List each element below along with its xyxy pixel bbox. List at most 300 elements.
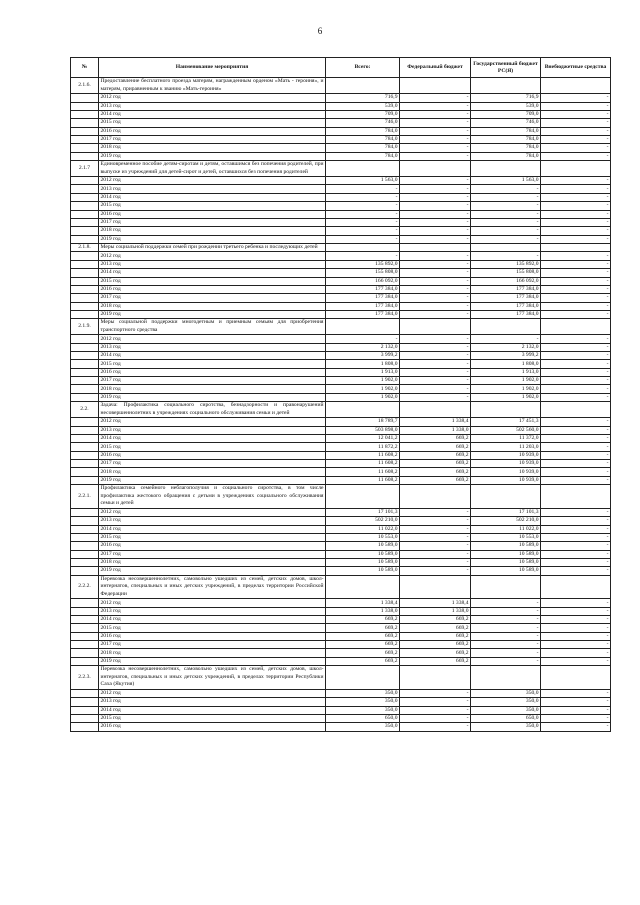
empty-cell xyxy=(71,426,99,434)
federal-cell: - xyxy=(400,102,471,110)
extra-cell: - xyxy=(541,616,611,624)
federal-cell: 669,2 xyxy=(400,641,471,649)
year-cell: 2019 год xyxy=(99,476,326,484)
extra-cell: - xyxy=(541,185,611,193)
state-cell: - xyxy=(471,624,541,632)
table-row xyxy=(71,193,611,201)
total-cell: 177 384,0 xyxy=(326,285,400,293)
table-row xyxy=(71,94,611,102)
federal-cell: - xyxy=(400,110,471,118)
state-cell: 177 384,0 xyxy=(471,302,541,310)
state-cell: 11 372,0 xyxy=(471,435,541,443)
total-cell: 177 384,0 xyxy=(326,310,400,318)
empty-cell xyxy=(71,235,99,243)
section-code: 2.1.8. xyxy=(71,243,99,252)
page-number: 6 xyxy=(317,26,323,36)
federal-cell: - xyxy=(400,706,471,714)
extra-cell: - xyxy=(541,352,611,360)
table-row xyxy=(71,127,611,135)
state-cell: 1 902,0 xyxy=(471,393,541,401)
total-cell: - xyxy=(326,335,400,343)
federal-cell: - xyxy=(400,550,471,558)
empty-cell xyxy=(71,277,99,285)
year-cell: 2018 год xyxy=(99,385,326,393)
empty-cell xyxy=(71,360,99,368)
extra-cell: - xyxy=(541,152,611,160)
empty-cell xyxy=(71,368,99,376)
year-cell: 2017 год xyxy=(99,377,326,385)
empty-cell xyxy=(71,641,99,649)
empty-cell xyxy=(71,144,99,152)
extra-cell: - xyxy=(541,706,611,714)
state-cell: 11 022,0 xyxy=(471,525,541,533)
total-cell: 11 608,2 xyxy=(326,451,400,459)
year-cell: 2015 год xyxy=(99,119,326,127)
federal-cell: - xyxy=(400,542,471,550)
total-cell: 1 902,0 xyxy=(326,377,400,385)
empty-cell xyxy=(71,152,99,160)
year-cell: 2014 год xyxy=(99,269,326,277)
state-cell: 177 384,0 xyxy=(471,294,541,302)
empty-cell xyxy=(71,599,99,607)
table-row xyxy=(71,144,611,152)
total-cell: 539,0 xyxy=(326,102,400,110)
state-cell: - xyxy=(471,185,541,193)
empty-cell xyxy=(71,616,99,624)
total-cell: 11 608,2 xyxy=(326,468,400,476)
federal-cell: 669,2 xyxy=(400,632,471,640)
extra-cell: - xyxy=(541,649,611,657)
year-cell: 2015 год xyxy=(99,714,326,722)
extra-cell: - xyxy=(541,468,611,476)
federal-cell: - xyxy=(400,294,471,302)
year-cell: 2012 год xyxy=(99,689,326,697)
extra-cell: - xyxy=(541,127,611,135)
year-cell: 2018 год xyxy=(99,144,326,152)
extra-cell: - xyxy=(541,360,611,368)
empty-cell xyxy=(71,210,99,218)
header-extra: Внебюджетные средства xyxy=(541,58,611,78)
section-title: Перевозка несовершеннолетних, самовольно ушедших из семей, детских домов, школ-интернатов, специальных и иных детских учреждений, в пределах территории Российской Федерации xyxy=(99,575,326,599)
state-cell: 177 384,0 xyxy=(471,310,541,318)
empty-cell xyxy=(71,385,99,393)
extra-cell: - xyxy=(541,607,611,615)
empty-cell xyxy=(541,666,611,690)
extra-cell: - xyxy=(541,599,611,607)
year-cell: 2019 год xyxy=(99,393,326,401)
total-cell: - xyxy=(326,185,400,193)
year-cell: 2016 год xyxy=(99,723,326,731)
section-code: 2.1.6. xyxy=(71,78,99,94)
empty-cell xyxy=(326,243,400,252)
year-cell: 2017 год xyxy=(99,460,326,468)
table-row xyxy=(71,616,611,624)
empty-cell xyxy=(71,127,99,135)
extra-cell: - xyxy=(541,260,611,268)
empty-cell xyxy=(400,666,471,690)
total-cell: 3 999,2 xyxy=(326,352,400,360)
empty-cell xyxy=(541,78,611,94)
section-row xyxy=(71,243,611,252)
year-cell: 2017 год xyxy=(99,294,326,302)
federal-cell: - xyxy=(400,269,471,277)
state-cell: 10 589,0 xyxy=(471,567,541,575)
total-cell: 10 589,0 xyxy=(326,550,400,558)
federal-cell: - xyxy=(400,127,471,135)
year-cell: 2015 год xyxy=(99,202,326,210)
table-row xyxy=(71,426,611,434)
empty-cell xyxy=(71,377,99,385)
empty-cell xyxy=(541,575,611,599)
extra-cell: - xyxy=(541,202,611,210)
empty-cell xyxy=(326,319,400,335)
year-cell: 2015 год xyxy=(99,443,326,451)
state-cell: 539,0 xyxy=(471,102,541,110)
empty-cell xyxy=(71,418,99,426)
table-row xyxy=(71,352,611,360)
empty-cell xyxy=(471,160,541,176)
total-cell: 135 892,0 xyxy=(326,260,400,268)
section-row xyxy=(71,575,611,599)
total-cell: 11 022,0 xyxy=(326,525,400,533)
header-total: Всего: xyxy=(326,58,400,78)
year-cell: 2013 год xyxy=(99,102,326,110)
year-cell: 2012 год xyxy=(99,335,326,343)
federal-cell: 669,2 xyxy=(400,616,471,624)
extra-cell: - xyxy=(541,451,611,459)
table-body xyxy=(71,78,611,732)
table-row xyxy=(71,517,611,525)
year-cell: 2012 год xyxy=(99,599,326,607)
empty-cell xyxy=(326,160,400,176)
year-cell: 2012 год xyxy=(99,508,326,516)
extra-cell: - xyxy=(541,624,611,632)
extra-cell: - xyxy=(541,632,611,640)
total-cell: 650,0 xyxy=(326,714,400,722)
state-cell: 746,0 xyxy=(471,119,541,127)
federal-cell: - xyxy=(400,343,471,351)
section-row xyxy=(71,319,611,335)
table-row xyxy=(71,302,611,310)
federal-cell: - xyxy=(400,567,471,575)
empty-cell xyxy=(71,517,99,525)
state-cell: 17 101,3 xyxy=(471,508,541,516)
total-cell: - xyxy=(326,252,400,260)
empty-cell xyxy=(400,402,471,418)
year-cell: 2014 год xyxy=(99,525,326,533)
empty-cell xyxy=(71,649,99,657)
total-cell: - xyxy=(326,235,400,243)
table-row xyxy=(71,260,611,268)
extra-cell: - xyxy=(541,343,611,351)
table-row xyxy=(71,714,611,722)
extra-cell: - xyxy=(541,517,611,525)
table-row xyxy=(71,360,611,368)
state-cell: - xyxy=(471,657,541,665)
year-cell: 2018 год xyxy=(99,468,326,476)
empty-cell xyxy=(71,352,99,360)
federal-cell: - xyxy=(400,698,471,706)
empty-cell xyxy=(541,243,611,252)
federal-cell: - xyxy=(400,119,471,127)
extra-cell: - xyxy=(541,277,611,285)
table-row xyxy=(71,269,611,277)
empty-cell xyxy=(71,443,99,451)
total-cell: 1 902,0 xyxy=(326,393,400,401)
extra-cell: - xyxy=(541,310,611,318)
table-row xyxy=(71,599,611,607)
section-title: Предоставление бесплатного проезда матерям, награжденным орденом «Мать - героиня», и матерям, приравненным к званию «Мать-героиня» xyxy=(99,78,326,94)
year-cell: 2016 год xyxy=(99,542,326,550)
federal-cell: 1 338,4 xyxy=(400,418,471,426)
federal-cell: 669,2 xyxy=(400,476,471,484)
empty-cell xyxy=(71,723,99,731)
year-cell: 2018 год xyxy=(99,302,326,310)
federal-cell: - xyxy=(400,508,471,516)
extra-cell: - xyxy=(541,542,611,550)
year-cell: 2015 год xyxy=(99,533,326,541)
federal-cell: - xyxy=(400,144,471,152)
table-row xyxy=(71,525,611,533)
year-cell: 2018 год xyxy=(99,227,326,235)
empty-cell xyxy=(471,243,541,252)
extra-cell: - xyxy=(541,558,611,566)
state-cell: 502 210,0 xyxy=(471,517,541,525)
state-cell: 10 589,0 xyxy=(471,558,541,566)
empty-cell xyxy=(71,508,99,516)
year-cell: 2017 год xyxy=(99,550,326,558)
empty-cell xyxy=(400,78,471,94)
federal-cell: - xyxy=(400,135,471,143)
section-row xyxy=(71,78,611,94)
empty-cell xyxy=(400,319,471,335)
extra-cell: - xyxy=(541,177,611,185)
empty-cell xyxy=(71,393,99,401)
extra-cell: - xyxy=(541,94,611,102)
table-row xyxy=(71,368,611,376)
table-row xyxy=(71,377,611,385)
empty-cell xyxy=(326,575,400,599)
year-cell: 2014 год xyxy=(99,435,326,443)
state-cell: - xyxy=(471,235,541,243)
year-cell: 2017 год xyxy=(99,135,326,143)
year-cell: 2019 год xyxy=(99,152,326,160)
state-cell: - xyxy=(471,649,541,657)
empty-cell xyxy=(71,624,99,632)
federal-cell: - xyxy=(400,252,471,260)
total-cell: 350,0 xyxy=(326,698,400,706)
table-row xyxy=(71,567,611,575)
state-cell: 135 892,0 xyxy=(471,260,541,268)
state-cell: - xyxy=(471,632,541,640)
empty-cell xyxy=(71,706,99,714)
total-cell: 669,2 xyxy=(326,641,400,649)
empty-cell xyxy=(71,435,99,443)
empty-cell xyxy=(71,698,99,706)
table-row xyxy=(71,435,611,443)
total-cell: - xyxy=(326,202,400,210)
extra-cell: - xyxy=(541,285,611,293)
total-cell: 12 041,2 xyxy=(326,435,400,443)
year-cell: 2014 год xyxy=(99,706,326,714)
empty-cell xyxy=(71,202,99,210)
empty-cell xyxy=(71,525,99,533)
extra-cell: - xyxy=(541,723,611,731)
total-cell: 10 589,0 xyxy=(326,567,400,575)
extra-cell: - xyxy=(541,460,611,468)
year-cell: 2017 год xyxy=(99,218,326,226)
extra-cell: - xyxy=(541,335,611,343)
table-row xyxy=(71,418,611,426)
empty-cell xyxy=(471,485,541,509)
empty-cell xyxy=(71,193,99,201)
empty-cell xyxy=(541,402,611,418)
federal-cell: - xyxy=(400,689,471,697)
section-code: 2.1.9. xyxy=(71,319,99,335)
state-cell: 10 553,0 xyxy=(471,533,541,541)
table-row xyxy=(71,227,611,235)
federal-cell: - xyxy=(400,533,471,541)
empty-cell xyxy=(400,575,471,599)
table-row xyxy=(71,385,611,393)
section-row xyxy=(71,485,611,509)
extra-cell: - xyxy=(541,252,611,260)
table-row xyxy=(71,649,611,657)
total-cell: 502 210,0 xyxy=(326,517,400,525)
empty-cell xyxy=(471,319,541,335)
extra-cell: - xyxy=(541,567,611,575)
table-row xyxy=(71,202,611,210)
extra-cell: - xyxy=(541,698,611,706)
extra-cell: - xyxy=(541,218,611,226)
federal-cell: - xyxy=(400,277,471,285)
section-title: Перевозка несовершеннолетних, самовольно ушедших из семей, детских домов, школ-интернатов, специальных и иных детских учреждений, в пределах территории Республики Саха (Якутия) xyxy=(99,666,326,690)
extra-cell: - xyxy=(541,550,611,558)
state-cell: 784,0 xyxy=(471,152,541,160)
table-row xyxy=(71,460,611,468)
empty-cell xyxy=(71,185,99,193)
total-cell: 1 913,0 xyxy=(326,368,400,376)
empty-cell xyxy=(71,177,99,185)
total-cell: 177 384,0 xyxy=(326,294,400,302)
state-cell: 784,0 xyxy=(471,135,541,143)
federal-cell: - xyxy=(400,152,471,160)
table-row xyxy=(71,102,611,110)
empty-cell xyxy=(471,78,541,94)
year-cell: 2015 год xyxy=(99,624,326,632)
empty-cell xyxy=(71,476,99,484)
table-row xyxy=(71,508,611,516)
state-cell: 10 939,0 xyxy=(471,468,541,476)
empty-cell xyxy=(71,94,99,102)
total-cell: 1 338,0 xyxy=(326,607,400,615)
federal-cell: - xyxy=(400,210,471,218)
empty-cell xyxy=(71,252,99,260)
empty-cell xyxy=(326,78,400,94)
federal-cell: - xyxy=(400,714,471,722)
extra-cell: - xyxy=(541,193,611,201)
state-cell: - xyxy=(471,210,541,218)
state-cell: 155 808,0 xyxy=(471,269,541,277)
year-cell: 2013 год xyxy=(99,698,326,706)
total-cell: 1 563,0 xyxy=(326,177,400,185)
year-cell: 2014 год xyxy=(99,616,326,624)
state-cell: 177 384,0 xyxy=(471,285,541,293)
federal-cell: - xyxy=(400,193,471,201)
federal-cell: 669,2 xyxy=(400,443,471,451)
total-cell: 1 902,0 xyxy=(326,385,400,393)
table-row xyxy=(71,252,611,260)
section-title: Профилактика семейного неблагополучия и социального сиротства, в том числе профилактика жестокого обращения с детьми в учреждениях социального обслуживания семьи и детей xyxy=(99,485,326,509)
year-cell: 2019 год xyxy=(99,567,326,575)
year-cell: 2012 год xyxy=(99,418,326,426)
total-cell: 784,0 xyxy=(326,152,400,160)
year-cell: 2012 год xyxy=(99,94,326,102)
table-row xyxy=(71,177,611,185)
table-row xyxy=(71,218,611,226)
table-row xyxy=(71,550,611,558)
total-cell: 350,0 xyxy=(326,689,400,697)
total-cell: 177 384,0 xyxy=(326,302,400,310)
empty-cell xyxy=(71,102,99,110)
empty-cell xyxy=(71,550,99,558)
empty-cell xyxy=(71,460,99,468)
section-row xyxy=(71,666,611,690)
state-cell: 10 939,0 xyxy=(471,460,541,468)
state-cell: - xyxy=(471,607,541,615)
empty-cell xyxy=(71,451,99,459)
empty-cell xyxy=(71,285,99,293)
table-row xyxy=(71,135,611,143)
section-row xyxy=(71,402,611,418)
total-cell: 1 338,4 xyxy=(326,599,400,607)
table-row xyxy=(71,119,611,127)
section-code: 2.1.7 xyxy=(71,160,99,176)
extra-cell: - xyxy=(541,443,611,451)
table-row xyxy=(71,110,611,118)
empty-cell xyxy=(471,402,541,418)
table-row xyxy=(71,723,611,731)
total-cell: 11 608,2 xyxy=(326,460,400,468)
table-row xyxy=(71,542,611,550)
federal-cell: - xyxy=(400,202,471,210)
extra-cell: - xyxy=(541,102,611,110)
state-cell: 716,9 xyxy=(471,94,541,102)
state-cell: - xyxy=(471,641,541,649)
table-row xyxy=(71,152,611,160)
empty-cell xyxy=(71,607,99,615)
section-code: 2.2. xyxy=(71,402,99,418)
extra-cell: - xyxy=(541,426,611,434)
federal-cell: - xyxy=(400,558,471,566)
year-cell: 2019 год xyxy=(99,310,326,318)
extra-cell: - xyxy=(541,525,611,533)
empty-cell xyxy=(71,335,99,343)
total-cell: 2 132,0 xyxy=(326,343,400,351)
federal-cell: - xyxy=(400,177,471,185)
extra-cell: - xyxy=(541,227,611,235)
empty-cell xyxy=(326,485,400,509)
extra-cell: - xyxy=(541,435,611,443)
total-cell: 669,2 xyxy=(326,624,400,632)
empty-cell xyxy=(71,135,99,143)
federal-cell: - xyxy=(400,185,471,193)
table-row xyxy=(71,343,611,351)
section-code: 2.2.2. xyxy=(71,575,99,599)
state-cell: - xyxy=(471,193,541,201)
year-cell: 2013 год xyxy=(99,343,326,351)
federal-cell: - xyxy=(400,385,471,393)
